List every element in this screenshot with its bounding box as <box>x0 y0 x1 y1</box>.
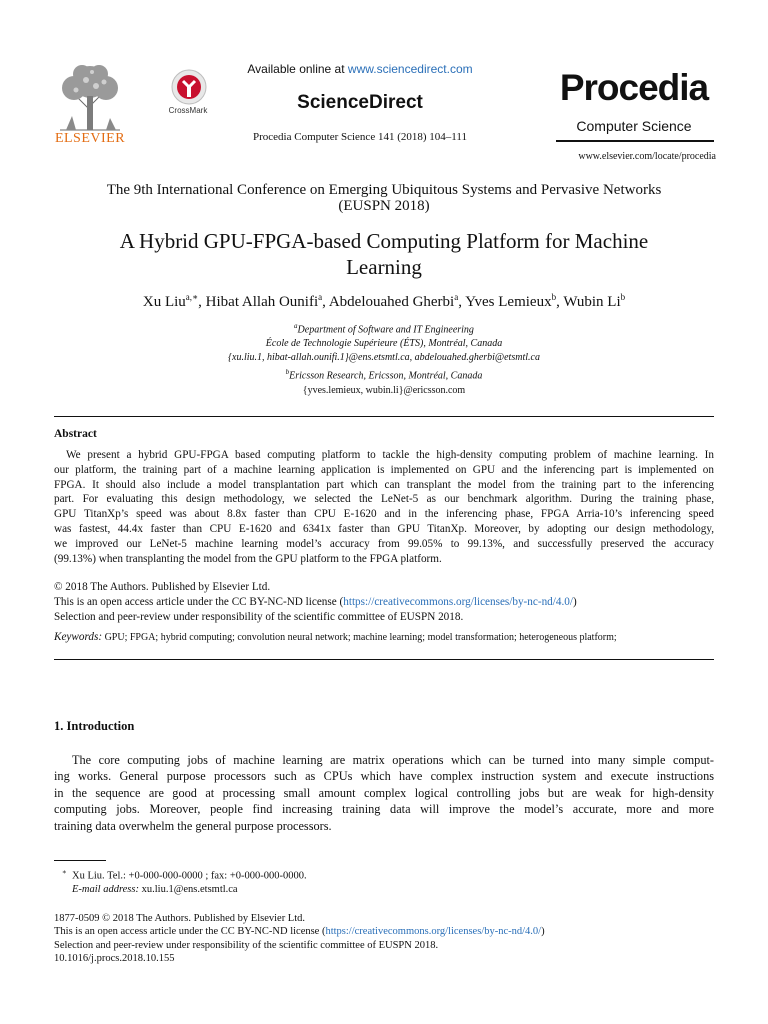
conference-line: (EUSPN 2018) <box>338 198 430 214</box>
elsevier-url[interactable]: www.elsevier.com/locate/procedia <box>578 151 716 162</box>
affiliation-dept: $^a$Department of Software and IT Engineering <box>294 322 474 336</box>
abstract-line: was fastest, 44.4x faster than CPU E-1620 and 6341x faster than GPU TitanXp. Moreover, by adopting our design methodology, <box>54 522 714 535</box>
keywords-label: Keywords: <box>54 631 103 643</box>
sciencedirect-link[interactable]: www.sciencedirect.com <box>347 62 473 76</box>
divider <box>54 416 714 417</box>
license-link[interactable]: https://creativecommons.org/licenses/by-nc-nd/4.0/ <box>343 596 573 608</box>
publisher-name: ELSEVIER <box>54 131 126 146</box>
author: Wubin Li$^b$ <box>563 292 626 310</box>
footer-license-line: This is an open access article under the CC BY-NC-ND license (https://creativecommons.org/licenses/by-nc-nd/4.0/) <box>54 926 545 938</box>
affiliation-emails: {xu.liu.1, hibat-allah.ounifi.1}@ens.etsmtl.ca, abdelouahed.gherbi@etsmtl.ca <box>228 352 540 364</box>
procedia-divider <box>556 140 714 142</box>
affiliation-org: $^b$Ericsson Research, Ericsson, Montréal, Canada <box>285 368 483 382</box>
footer-peer-review: Selection and peer-review under responsibility of the scientific committee of EUSPN 2018. <box>54 939 439 951</box>
abstract-body <box>54 448 714 566</box>
intro-line: in the sequence are good at processing small amount complex logical controlling jobs but are weak for high-density <box>54 785 714 800</box>
abstract-line: we improved our LeNet-5 machine learning model’s accuracy from 99.05% to 99.13%, and successfully preserved the accuracy <box>54 537 714 550</box>
abstract-line: GPU TitanXp’s speed was about 8.8x faster than CPU E-1620 and in the inferencing phase, FPGA Arria-10’s inferencing speed <box>54 508 714 521</box>
author: Hibat Allah Ounifi$^a$ <box>205 292 323 310</box>
copyright-block <box>54 580 714 625</box>
affiliation-emails: {yves.lemieux, wubin.li}@ericsson.com <box>302 384 466 396</box>
paper-title <box>40 228 728 280</box>
abstract-heading: Abstract <box>54 428 97 440</box>
intro-body <box>54 752 714 834</box>
footnote-email: E-mail address: xu.liu.1@ens.etsmtl.ca <box>72 883 238 895</box>
corresponding-author-footnote <box>62 866 662 896</box>
intro-line: computing jobs. Moreover, people find increasing training data will improve the model’s accurate, more and more <box>54 802 714 817</box>
author: Abdelouahed Gherbi$^a$ <box>328 292 459 310</box>
conference-name <box>40 182 728 214</box>
copyright-line: © 2018 The Authors. Published by Elsevier Ltd. <box>54 581 271 593</box>
conference-line: The 9th International Conference on Emerging Ubiquitous Systems and Pervasive Networks <box>106 182 662 198</box>
abstract-line: We present a hybrid GPU-FPGA based computing platform to tackle the high-density computing problem of machine learning. In <box>66 449 714 461</box>
author-list: Xu Liu$^{a,∗}$, Hibat Allah Ounifi$^a$, Abdelouahed Gherbi$^a$, Yves Lemieux$^b$, Wubin Li$^b$ <box>142 292 626 310</box>
page-footer <box>54 912 714 966</box>
affiliation-school: École de Technologie Supérieure (ÉTS), Montréal, Canada <box>265 338 503 350</box>
crossmark-label: CrossMark <box>168 106 208 115</box>
sciencedirect-wordmark: ScienceDirect <box>297 92 423 113</box>
title-line: Learning <box>346 255 422 279</box>
procedia-subtitle: Computer Science <box>576 118 692 134</box>
footnote-contact: ∗ Xu Liu. Tel.: +0-000-000-0000 ; fax: +0-000-000-0000. <box>62 868 307 882</box>
abstract-line: (99.13%) when transplanting the model from the GPU platform to the FPGA platform. <box>54 552 442 565</box>
intro-line: The core computing jobs of machine learning are matrix operations which can be turned into many simple comput- <box>72 753 714 767</box>
intro-line: training data overwhelm the general purpose processors. <box>54 818 332 833</box>
abstract-line: FPGA. It should also include a model transplantation part which can transplant the model from the training part to the inferencing <box>54 478 714 491</box>
title-line: A Hybrid GPU-FPGA-based Computing Platform for Machine <box>119 229 649 253</box>
license-line: This is an open access article under the CC BY-NC-ND license (https://creativecommons.org/licenses/by-nc-nd/4.0/) <box>54 596 577 608</box>
procedia-wordmark: Procedia <box>559 67 709 108</box>
availability-prefix: Available online at <box>247 62 348 76</box>
author: Xu Liu$^{a,∗}$ <box>142 292 199 310</box>
author: Yves Lemieux$^b$ <box>465 292 557 310</box>
availability-line <box>220 62 500 76</box>
peer-review-line: Selection and peer-review under responsibility of the scientific committee of EUSPN 2018. <box>54 611 464 623</box>
keywords-line <box>54 631 724 643</box>
divider <box>54 659 714 660</box>
keywords-text: GPU; FPGA; hybrid computing; convolution neural network; machine learning; model transformation; heterogeneous platform; <box>104 632 617 643</box>
footer-license-link[interactable]: https://creativecommons.org/licenses/by-nc-nd/4.0/ <box>325 926 542 938</box>
abstract-line: part. For evaluating this design methodology, we selected the LeNet-5 as our benchmark algorithm. During the training phase, <box>54 493 714 506</box>
footnote-rule <box>54 860 106 861</box>
journal-reference: Procedia Computer Science 141 (2018) 104–111 <box>253 131 467 143</box>
intro-heading: 1. Introduction <box>54 719 135 733</box>
doi[interactable]: 10.1016/j.procs.2018.10.155 <box>54 953 175 965</box>
intro-line: ing works. General purpose processors such as CPUs which have complex instruction system and execute instructions <box>54 769 714 784</box>
issn-line: 1877-0509 © 2018 The Authors. Published by Elsevier Ltd. <box>54 913 306 924</box>
abstract-line: our platform, the training part of a machine learning application is implemented on GPU and the inferencing part is implemented on <box>54 463 714 476</box>
affiliations <box>140 319 628 398</box>
